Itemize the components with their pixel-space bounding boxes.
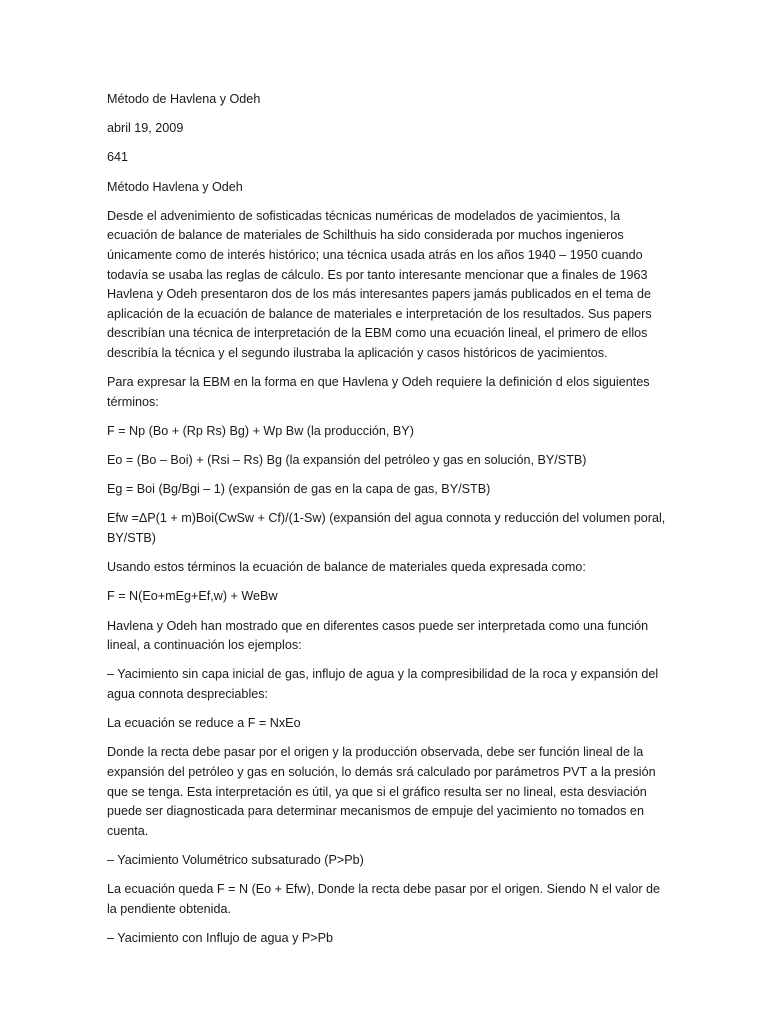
terms-intro-paragraph: Para expresar la EBM en la forma en que Havlena y Odeh requiere la definición d elos siguientes términos: [107, 375, 650, 409]
ebm-intro-paragraph: Usando estos términos la ecuación de balance de materiales queda expresada como: [107, 560, 586, 575]
volumetric-equation-paragraph: La ecuación queda F = N (Eo + Efw), Donde la recta debe pasar por el origen. Siendo N el valor de la pendiente obtenida. [107, 882, 661, 916]
post-number: 641 [107, 150, 129, 165]
equation-ebm: F = N(Eo+mEg+Ef,w) + WeBw [107, 589, 278, 604]
section-heading: Método Havlena y Odeh [107, 179, 243, 194]
linear-function-paragraph: Havlena y Odeh han mostrado que en diferentes casos puede ser interpretada como una función lineal, a continuación los ejemplos: [107, 618, 649, 653]
post-date: abril 19, 2009 [107, 121, 184, 136]
equation-efw: Efw =ΔP(1 + m)Boi(CwSw + Cf)/(1-Sw) (expansión del agua connota y reducción del volumen poral, BY/STB) [107, 511, 666, 546]
document-title: Método de Havlena y Odeh [107, 92, 261, 106]
case-volumetric-undersaturated: – Yacimiento Volumétrico subsaturado (P>Pb) [107, 852, 364, 867]
intro-paragraph: Desde el advenimiento de sofisticadas técnicas numéricas de modelados de yacimientos, la ecuación de balance de materiales de Schilthuis ha sido considerada por muchos ingenieros únicamente como de interés histórico; una técnica usada atrás en los años 1940 – 1950 cuando todavía se usaba las reglas de cálculo. Es por tanto interesante mencionar que a finales de 1963 Havlena y Odeh presentaron dos de los más interesantes papers jamás publicados en el tema de aplicación de la ecuación de balance de materiales e interpretación de los resultados. Sus papers describían una técnica de interpretación de la EBM como una ecuación lineal, el primero de ellos describía la técnica y el segundo ilustraba la aplicación y casos históricos de yacimientos. [107, 208, 652, 360]
case-water-influx: – Yacimiento con Influjo de agua y P>Pb [107, 930, 334, 945]
document-body [107, 90, 667, 958]
equation-eo: Eo = (Bo – Boi) + (Rsi – Rs) Bg (la expansión del petróleo y gas en solución, BY/STB) [107, 453, 587, 468]
reduced-equation: La ecuación se reduce a F = NxEo [107, 716, 301, 731]
interpretation-paragraph: Donde la recta debe pasar por el origen y la producción observada, debe ser función lineal de la expansión del petróleo y gas en solución, lo demás srá calculado por parámetros PVT a la presión que se tenga. Esta interpretación es útil, ya que si el gráfico resulta ser no lineal, esta desviación puede ser diagnosticada para determinar mecanismos de empuje del yacimiento no tomados en cuenta. [107, 745, 656, 838]
equation-eg: Eg = Boi (Bg/Bgi – 1) (expansión de gas en la capa de gas, BY/STB) [107, 482, 491, 497]
case-no-gas-cap: – Yacimiento sin capa inicial de gas, influjo de agua y la compresibilidad de la roca y expansión del agua connota despreciables: [107, 667, 659, 701]
equation-f: F = Np (Bo + (Rp Rs) Bg) + Wp Bw (la producción, BY) [107, 423, 414, 438]
